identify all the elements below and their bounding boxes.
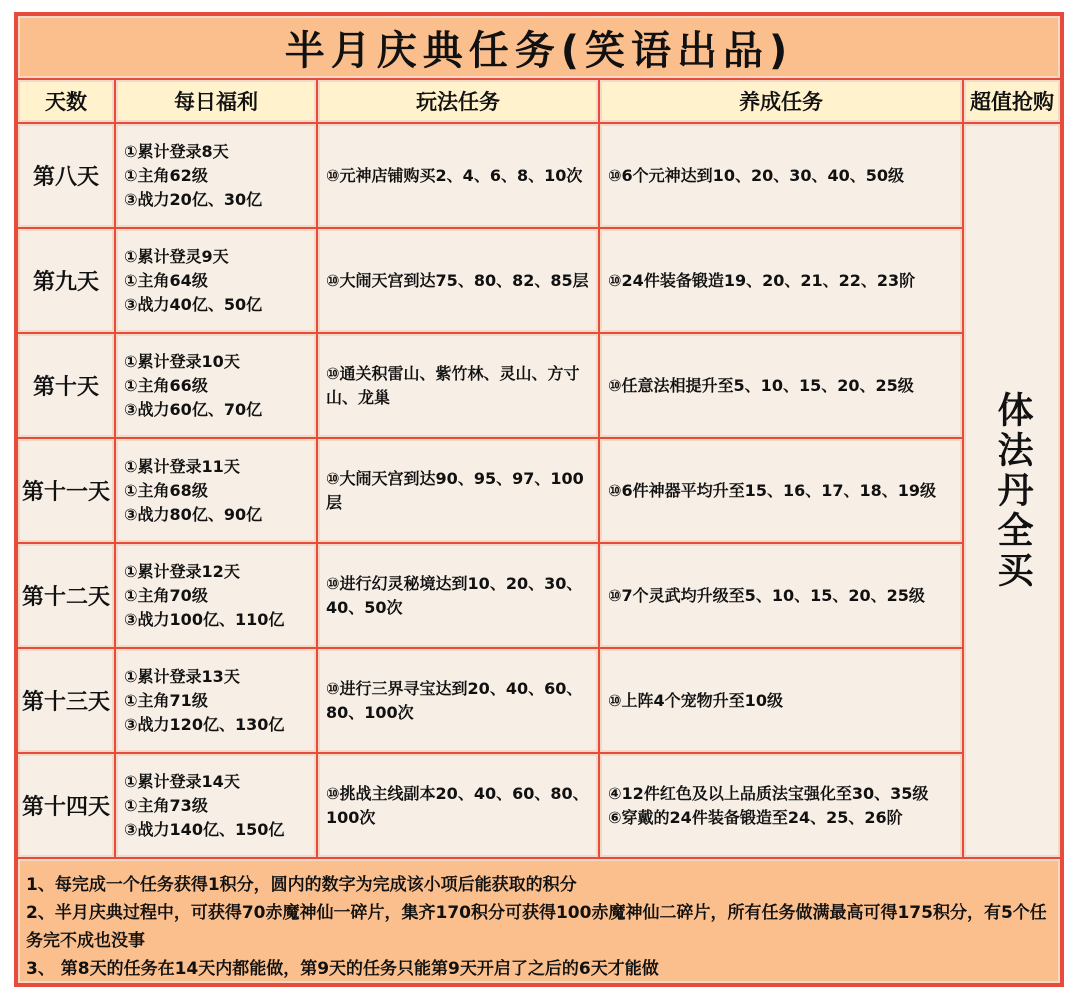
header-day: 天数 [18,80,114,122]
develop-cell [600,754,962,857]
note-item: 3、 第8天的任务在14天内都能做，第9天的任务只能第9天开启了之后的6天才能做 [26,959,659,979]
task-table [14,12,1064,987]
header-play: 玩法任务 [318,80,598,122]
develop-cell [600,334,962,437]
welfare-cell [116,334,316,437]
play-cell [318,124,598,227]
develop-task: ⑩24件装备锻造19、20、21、22、23阶 [608,270,916,290]
play-task: ⑩挑战主线副本20、40、60、80、100次 [326,783,589,827]
develop-cell [600,124,962,227]
play-task: ⑩大闹天宫到达90、95、97、100层 [326,468,584,512]
welfare-cell [116,544,316,647]
play-cell [318,754,598,857]
develop-cell [600,439,962,542]
day-cell: 第十二天 [18,544,114,647]
welfare-item: ③战力100亿、110亿 [124,609,285,629]
develop-task: ④12件红色及以上品质法宝强化至30、35级 [608,783,929,803]
welfare-cell [116,649,316,752]
play-task: ⑩元神店铺购买2、4、6、8、10次 [326,165,583,185]
develop-cell [600,649,962,752]
develop-cell [600,229,962,332]
develop-task: ⑩7个灵武均升级至5、10、15、20、25级 [608,585,925,605]
welfare-item: ①累计登灵9天 [124,246,229,266]
develop-cell [600,544,962,647]
develop-task: ⑩6件神器平均升至15、16、17、18、19级 [608,480,937,500]
welfare-item: ①累计登录10天 [124,351,240,371]
welfare-item: ①主角71级 [124,690,208,710]
welfare-cell [116,754,316,857]
welfare-item: ①主角66级 [124,375,208,395]
welfare-cell [116,124,316,227]
play-cell [318,334,598,437]
play-task: ⑩进行幻灵秘境达到10、20、30、40、50次 [326,573,583,617]
welfare-item: ①累计登录12天 [124,561,240,581]
notes-panel [18,859,1060,983]
play-cell [318,229,598,332]
header-welfare: 每日福利 [116,80,316,122]
play-cell [318,649,598,752]
play-task: ⑩进行三界寻宝达到20、40、60、80、100次 [326,678,583,722]
day-cell: 第九天 [18,229,114,332]
welfare-item: ③战力40亿、50亿 [124,294,263,314]
welfare-item: ③战力80亿、90亿 [124,504,263,524]
develop-task: ⑩任意法相提升至5、10、15、20、25级 [608,375,914,395]
welfare-item: ③战力120亿、130亿 [124,714,285,734]
note-item: 1、每完成一个任务获得1积分，圆内的数字为完成该小项后能获取的积分 [26,875,577,895]
welfare-item: ③战力60亿、70亿 [124,399,263,419]
header-buy: 超值抢购 [964,80,1060,122]
develop-task: ⑩6个元神达到10、20、30、40、50级 [608,165,905,185]
play-task: ⑩大闹天宫到达75、80、82、85层 [326,270,589,290]
welfare-item: ①累计登录14天 [124,771,240,791]
welfare-item: ①主角68级 [124,480,208,500]
day-cell: 第十三天 [18,649,114,752]
welfare-item: ③战力140亿、150亿 [124,819,285,839]
play-cell [318,439,598,542]
page-title: 半月庆典任务(笑语出品) [18,16,1060,78]
welfare-item: ①累计登录11天 [124,456,240,476]
welfare-item: ③战力20亿、30亿 [124,189,263,209]
welfare-item: ①主角73级 [124,795,208,815]
develop-task: ⑩上阵4个宠物升至10级 [608,690,783,710]
day-cell: 第十四天 [18,754,114,857]
note-item: 2、半月庆典过程中，可获得70赤魔神仙一碎片，集齐170积分可获得100赤魔神仙二碎片，所有任务做满最高可得175积分，有5个任务完不成也没事 [26,903,1047,951]
welfare-item: ①累计登录8天 [124,141,229,161]
day-cell: 第十天 [18,334,114,437]
day-cell: 第八天 [18,124,114,227]
welfare-cell [116,439,316,542]
play-cell [318,544,598,647]
buy-text: 体法丹全买 [992,390,1033,591]
develop-task: ⑥穿戴的24件装备锻造至24、25、26阶 [608,807,903,827]
day-cell: 第十一天 [18,439,114,542]
play-task: ⑩通关积雷山、紫竹林、灵山、方寸山、龙巢 [326,363,580,407]
header-develop: 养成任务 [600,80,962,122]
welfare-item: ①主角70级 [124,585,208,605]
welfare-cell [116,229,316,332]
welfare-item: ①主角62级 [124,165,208,185]
buy-cell [964,124,1060,857]
welfare-item: ①主角64级 [124,270,208,290]
welfare-item: ①累计登录13天 [124,666,240,686]
